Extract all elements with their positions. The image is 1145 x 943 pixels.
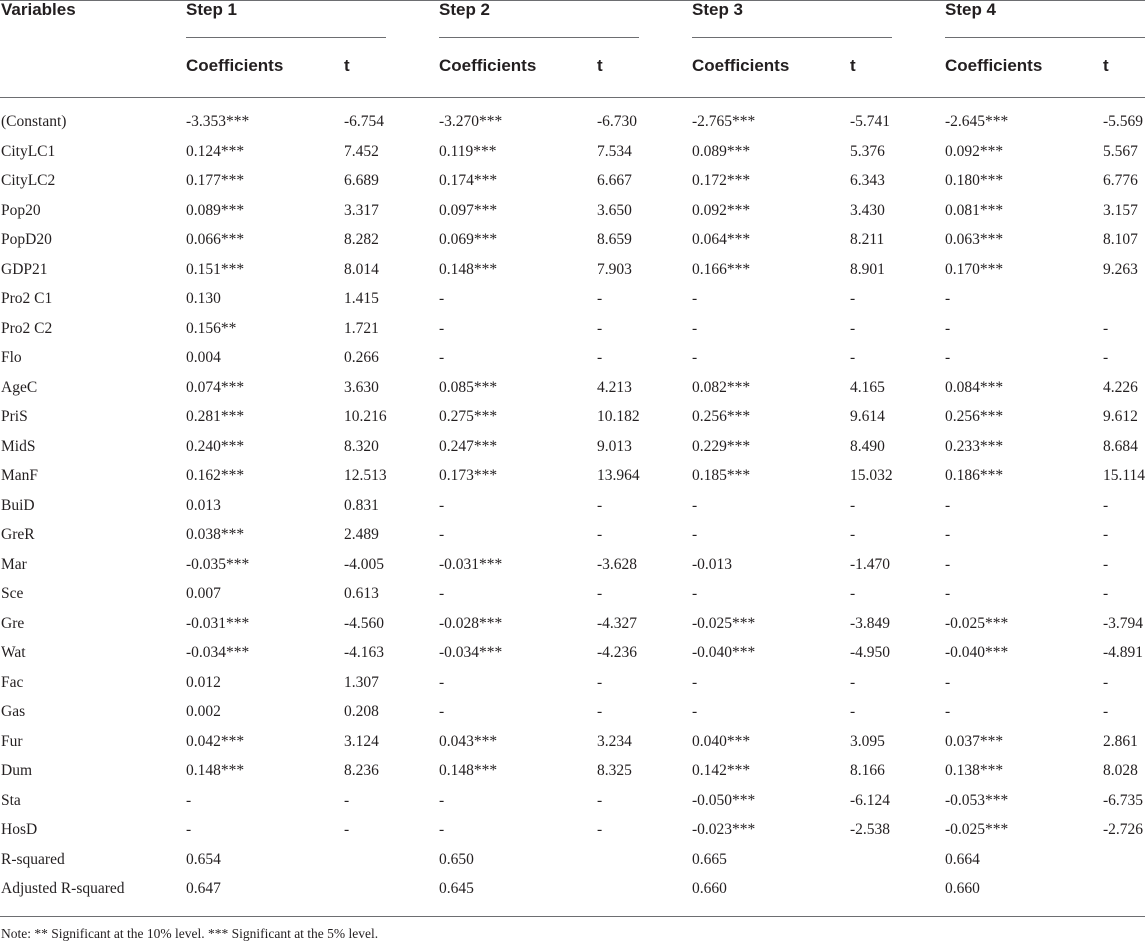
cell-t-step-4: 5.567 (1103, 143, 1138, 160)
cell-coef-step-3: 0.082*** (692, 379, 751, 396)
cell-t-step-2: 10.182 (597, 408, 640, 425)
cell-coef-step-2: - (439, 497, 445, 514)
cell-coef-step-1: 0.151*** (186, 261, 245, 278)
header-step-4: Step 4 (945, 0, 997, 19)
cell-coef-step-1: 0.007 (186, 585, 221, 602)
cell-t-step-3: - (850, 290, 856, 307)
cell-t-step-4: -6.735 (1103, 792, 1144, 809)
table-row (0, 348, 1145, 378)
cell-t-step-1: - (344, 821, 350, 838)
cell-variable: Fac (1, 674, 24, 691)
cell-t-step-4: 2.861 (1103, 733, 1138, 750)
cell-coef-step-3: 0.185*** (692, 467, 751, 484)
cell-t-step-2: -4.327 (597, 615, 638, 632)
cell-t-step-3: - (850, 674, 856, 691)
cell-t-step-4: - (1103, 497, 1109, 514)
cell-t-step-2: 3.234 (597, 733, 632, 750)
cell-t-step-3: -3.849 (850, 615, 891, 632)
cell-coef-step-4: - (945, 497, 951, 514)
cell-variable: GreR (1, 526, 35, 543)
cell-variable: Gas (1, 703, 26, 720)
cell-t-step-3: 5.376 (850, 143, 885, 160)
cell-t-step-3: 4.165 (850, 379, 885, 396)
cell-t-step-3: 3.095 (850, 733, 885, 750)
subheader-coef-4: Coefficients (945, 56, 1043, 75)
cell-t-step-3: 8.901 (850, 261, 885, 278)
cell-t-step-4: 15.114 (1103, 467, 1145, 484)
subheader-t-1: t (344, 56, 350, 75)
cell-coef-step-2: -3.270*** (439, 113, 503, 130)
table-row (0, 879, 1145, 909)
cell-coef-step-1: 0.089*** (186, 202, 245, 219)
table-row (0, 407, 1145, 437)
cell-coef-step-3: - (692, 703, 698, 720)
cell-variable: Sta (1, 792, 21, 809)
cell-t-step-4: - (1103, 674, 1109, 691)
cell-coef-step-2: 0.043*** (439, 733, 498, 750)
cell-variable: Sce (1, 585, 24, 602)
cell-coef-step-3: -0.013 (692, 556, 733, 573)
cell-coef-step-2: 0.119*** (439, 143, 497, 160)
cell-t-step-1: 2.489 (344, 526, 379, 543)
table-row (0, 496, 1145, 526)
step-4-rule (945, 37, 1145, 38)
cell-coef-step-1: 0.013 (186, 497, 221, 514)
cell-t-step-1: 0.266 (344, 349, 379, 366)
step-1-rule (186, 37, 386, 38)
cell-t-step-3: 3.430 (850, 202, 885, 219)
cell-t-step-1: - (344, 792, 350, 809)
table-row (0, 643, 1145, 673)
header-step-2: Step 2 (439, 0, 491, 19)
cell-t-step-1: -4.005 (344, 556, 385, 573)
table-row (0, 378, 1145, 408)
header-step-3: Step 3 (692, 0, 744, 19)
header-step-1: Step 1 (186, 0, 238, 19)
cell-variable: MidS (1, 438, 36, 455)
cell-coef-step-2: 0.097*** (439, 202, 498, 219)
cell-coef-step-1: 0.240*** (186, 438, 245, 455)
cell-coef-step-1: 0.647 (186, 880, 221, 897)
cell-coef-step-4: -0.025*** (945, 615, 1009, 632)
table-row (0, 732, 1145, 762)
cell-coef-step-1: -0.034*** (186, 644, 250, 661)
cell-coef-step-1: 0.012 (186, 674, 221, 691)
cell-t-step-3: - (850, 349, 856, 366)
cell-t-step-2: -4.236 (597, 644, 638, 661)
cell-t-step-4: -2.726 (1103, 821, 1144, 838)
cell-coef-step-1: 0.177*** (186, 172, 245, 189)
cell-coef-step-1: 0.148*** (186, 762, 245, 779)
cell-coef-step-2: -0.031*** (439, 556, 503, 573)
cell-coef-step-2: - (439, 290, 445, 307)
cell-coef-step-3: - (692, 290, 698, 307)
table-row (0, 260, 1145, 290)
table-row (0, 820, 1145, 850)
cell-t-step-3: - (850, 585, 856, 602)
cell-coef-step-2: - (439, 526, 445, 543)
cell-t-step-4: - (1103, 703, 1109, 720)
cell-t-step-1: 1.307 (344, 674, 379, 691)
cell-t-step-2: - (597, 526, 603, 543)
cell-coef-step-2: 0.247*** (439, 438, 498, 455)
cell-t-step-1: 8.282 (344, 231, 379, 248)
cell-t-step-2: 7.534 (597, 143, 632, 160)
cell-coef-step-2: - (439, 792, 445, 809)
cell-coef-step-3: -0.025*** (692, 615, 756, 632)
subheader-coef-1: Coefficients (186, 56, 284, 75)
cell-coef-step-3: - (692, 497, 698, 514)
cell-coef-step-3: 0.142*** (692, 762, 751, 779)
cell-coef-step-2: - (439, 349, 445, 366)
cell-t-step-3: -1.470 (850, 556, 891, 573)
cell-t-step-3: -4.950 (850, 644, 891, 661)
cell-t-step-4: - (1103, 320, 1109, 337)
cell-variable: R-squared (1, 851, 65, 868)
cell-coef-step-1: 0.281*** (186, 408, 245, 425)
cell-coef-step-3: - (692, 585, 698, 602)
cell-coef-step-1: - (186, 792, 192, 809)
cell-coef-step-3: 0.256*** (692, 408, 751, 425)
cell-t-step-2: -6.730 (597, 113, 638, 130)
table-row (0, 702, 1145, 732)
cell-variable: GDP21 (1, 261, 48, 278)
cell-coef-step-1: 0.130 (186, 290, 221, 307)
cell-coef-step-4: -0.040*** (945, 644, 1009, 661)
cell-coef-step-4: 0.138*** (945, 762, 1004, 779)
cell-coef-step-4: -0.053*** (945, 792, 1009, 809)
cell-coef-step-1: 0.002 (186, 703, 221, 720)
subheader-coef-3: Coefficients (692, 56, 790, 75)
cell-coef-step-1: 0.074*** (186, 379, 245, 396)
cell-t-step-2: 9.013 (597, 438, 632, 455)
cell-coef-step-4: -0.025*** (945, 821, 1009, 838)
cell-coef-step-3: 0.229*** (692, 438, 751, 455)
cell-t-step-4: - (1103, 585, 1109, 602)
cell-coef-step-4: - (945, 526, 951, 543)
header-bottom-rule (0, 97, 1145, 98)
table-row (0, 791, 1145, 821)
cell-t-step-4: 6.776 (1103, 172, 1138, 189)
cell-t-step-1: 1.415 (344, 290, 379, 307)
cell-coef-step-2: 0.173*** (439, 467, 498, 484)
table-row (0, 761, 1145, 791)
cell-coef-step-3: 0.166*** (692, 261, 751, 278)
cell-coef-step-1: -0.035*** (186, 556, 250, 573)
cell-variable: CityLC2 (1, 172, 56, 189)
table-row (0, 437, 1145, 467)
cell-t-step-3: -5.741 (850, 113, 891, 130)
cell-coef-step-4: 0.233*** (945, 438, 1004, 455)
cell-t-step-3: - (850, 703, 856, 720)
cell-coef-step-4: 0.084*** (945, 379, 1004, 396)
cell-t-step-2: 8.659 (597, 231, 632, 248)
cell-coef-step-1: 0.066*** (186, 231, 245, 248)
cell-variable: Flo (1, 349, 22, 366)
cell-variable: BuiD (1, 497, 35, 514)
cell-coef-step-2: 0.174*** (439, 172, 498, 189)
cell-variable: PopD20 (1, 231, 52, 248)
cell-coef-step-3: -0.050*** (692, 792, 756, 809)
cell-t-step-4: - (1103, 349, 1109, 366)
cell-t-step-1: -6.754 (344, 113, 385, 130)
cell-coef-step-2: 0.148*** (439, 762, 498, 779)
cell-variable: Pro2 C2 (1, 320, 53, 337)
cell-t-step-4: -4.891 (1103, 644, 1144, 661)
cell-t-step-2: - (597, 290, 603, 307)
cell-coef-step-3: -0.023*** (692, 821, 756, 838)
cell-coef-step-2: 0.650 (439, 851, 474, 868)
table-row (0, 673, 1145, 703)
cell-variable: Dum (1, 762, 32, 779)
cell-coef-step-3: - (692, 349, 698, 366)
table-row (0, 230, 1145, 260)
cell-t-step-2: - (597, 497, 603, 514)
cell-coef-step-4: - (945, 290, 951, 307)
cell-t-step-2: 8.325 (597, 762, 632, 779)
cell-variable: AgeC (1, 379, 38, 396)
cell-t-step-1: 1.721 (344, 320, 379, 337)
cell-t-step-4: 3.157 (1103, 202, 1138, 219)
cell-coef-step-2: 0.275*** (439, 408, 498, 425)
table-row (0, 850, 1145, 880)
cell-t-step-2: -3.628 (597, 556, 638, 573)
cell-t-step-3: - (850, 497, 856, 514)
subheader-t-4: t (1103, 56, 1109, 75)
cell-coef-step-2: - (439, 703, 445, 720)
cell-coef-step-1: 0.162*** (186, 467, 245, 484)
cell-t-step-4: 4.226 (1103, 379, 1138, 396)
cell-coef-step-1: 0.004 (186, 349, 221, 366)
cell-coef-step-3: 0.064*** (692, 231, 751, 248)
cell-t-step-1: 12.513 (344, 467, 387, 484)
cell-coef-step-4: - (945, 556, 951, 573)
cell-coef-step-1: 0.038*** (186, 526, 245, 543)
cell-t-step-4: - (1103, 556, 1109, 573)
cell-coef-step-2: -0.034*** (439, 644, 503, 661)
subheader-coef-2: Coefficients (439, 56, 537, 75)
cell-coef-step-3: 0.092*** (692, 202, 751, 219)
subheader-t-2: t (597, 56, 603, 75)
cell-t-step-2: 7.903 (597, 261, 632, 278)
cell-t-step-4: - (1103, 526, 1109, 543)
cell-coef-step-1: 0.654 (186, 851, 221, 868)
cell-variable: PriS (1, 408, 28, 425)
cell-coef-step-2: 0.148*** (439, 261, 498, 278)
cell-t-step-3: -6.124 (850, 792, 891, 809)
table-bottom-rule (0, 916, 1145, 917)
table-row (0, 112, 1145, 142)
cell-coef-step-4: - (945, 703, 951, 720)
cell-t-step-1: 0.208 (344, 703, 379, 720)
cell-coef-step-3: - (692, 320, 698, 337)
cell-t-step-1: -4.163 (344, 644, 385, 661)
cell-t-step-2: 3.650 (597, 202, 632, 219)
table-row (0, 289, 1145, 319)
cell-t-step-3: 9.614 (850, 408, 885, 425)
cell-t-step-4: 9.612 (1103, 408, 1138, 425)
cell-coef-step-4: 0.180*** (945, 172, 1004, 189)
table-row (0, 142, 1145, 172)
cell-coef-step-1: -0.031*** (186, 615, 250, 632)
cell-t-step-1: 8.320 (344, 438, 379, 455)
cell-t-step-2: - (597, 703, 603, 720)
cell-t-step-3: -2.538 (850, 821, 891, 838)
cell-variable: Adjusted R-squared (1, 880, 125, 897)
cell-t-step-2: - (597, 349, 603, 366)
cell-t-step-2: - (597, 792, 603, 809)
cell-variable: Pop20 (1, 202, 41, 219)
cell-variable: Wat (1, 644, 26, 661)
header-variables: Variables (1, 0, 76, 19)
cell-t-step-1: 10.216 (344, 408, 387, 425)
cell-coef-step-3: 0.172*** (692, 172, 751, 189)
cell-coef-step-4: 0.256*** (945, 408, 1004, 425)
cell-coef-step-1: -3.353*** (186, 113, 250, 130)
cell-t-step-4: -3.794 (1103, 615, 1144, 632)
cell-coef-step-3: 0.660 (692, 880, 727, 897)
cell-coef-step-1: 0.042*** (186, 733, 245, 750)
cell-t-step-2: - (597, 821, 603, 838)
cell-coef-step-4: 0.037*** (945, 733, 1004, 750)
table-row (0, 584, 1145, 614)
cell-t-step-4: 9.263 (1103, 261, 1138, 278)
table-row (0, 466, 1145, 496)
cell-coef-step-1: - (186, 821, 192, 838)
cell-coef-step-4: 0.170*** (945, 261, 1004, 278)
cell-coef-step-3: - (692, 674, 698, 691)
table-row (0, 171, 1145, 201)
cell-t-step-3: 8.490 (850, 438, 885, 455)
cell-coef-step-4: - (945, 585, 951, 602)
cell-variable: ManF (1, 467, 39, 484)
cell-t-step-2: 13.964 (597, 467, 640, 484)
cell-t-step-3: 8.166 (850, 762, 885, 779)
cell-variable: HosD (1, 821, 38, 838)
cell-t-step-3: 6.343 (850, 172, 885, 189)
cell-variable: CityLC1 (1, 143, 56, 160)
cell-t-step-1: 0.613 (344, 585, 379, 602)
cell-t-step-1: 3.317 (344, 202, 379, 219)
cell-coef-step-2: - (439, 585, 445, 602)
step-2-rule (439, 37, 639, 38)
cell-t-step-1: 8.236 (344, 762, 379, 779)
cell-t-step-1: 6.689 (344, 172, 379, 189)
cell-coef-step-3: 0.089*** (692, 143, 751, 160)
cell-t-step-4: 8.028 (1103, 762, 1138, 779)
cell-t-step-2: - (597, 585, 603, 602)
cell-coef-step-4: 0.081*** (945, 202, 1004, 219)
cell-t-step-4: -5.569 (1103, 113, 1144, 130)
cell-t-step-1: 8.014 (344, 261, 379, 278)
cell-coef-step-2: 0.085*** (439, 379, 498, 396)
cell-coef-step-2: - (439, 674, 445, 691)
cell-t-step-3: - (850, 526, 856, 543)
cell-t-step-3: - (850, 320, 856, 337)
cell-coef-step-1: 0.124*** (186, 143, 245, 160)
cell-t-step-2: 6.667 (597, 172, 632, 189)
cell-variable: Fur (1, 733, 23, 750)
cell-t-step-1: -4.560 (344, 615, 385, 632)
table-row (0, 319, 1145, 349)
cell-coef-step-3: 0.040*** (692, 733, 751, 750)
cell-coef-step-4: - (945, 349, 951, 366)
table-row (0, 201, 1145, 231)
cell-coef-step-3: 0.665 (692, 851, 727, 868)
cell-coef-step-2: 0.069*** (439, 231, 498, 248)
cell-coef-step-4: 0.664 (945, 851, 980, 868)
cell-t-step-3: 15.032 (850, 467, 893, 484)
cell-coef-step-4: - (945, 320, 951, 337)
cell-t-step-1: 3.124 (344, 733, 379, 750)
cell-t-step-3: 8.211 (850, 231, 885, 248)
cell-variable: Pro2 C1 (1, 290, 53, 307)
cell-t-step-4: 8.107 (1103, 231, 1138, 248)
cell-coef-step-3: -2.765*** (692, 113, 756, 130)
cell-t-step-2: - (597, 320, 603, 337)
cell-coef-step-4: - (945, 674, 951, 691)
cell-t-step-1: 7.452 (344, 143, 379, 160)
cell-coef-step-3: -0.040*** (692, 644, 756, 661)
cell-coef-step-4: 0.092*** (945, 143, 1004, 160)
cell-t-step-4: 8.684 (1103, 438, 1138, 455)
table-note: Note: ** Significant at the 10% level. *** Significant at the 5% level. (1, 926, 379, 941)
cell-variable: Mar (1, 556, 27, 573)
cell-variable: Gre (1, 615, 25, 632)
cell-coef-step-2: - (439, 821, 445, 838)
cell-coef-step-4: -2.645*** (945, 113, 1009, 130)
cell-t-step-1: 3.630 (344, 379, 379, 396)
cell-coef-step-4: 0.186*** (945, 467, 1004, 484)
cell-coef-step-2: -0.028*** (439, 615, 503, 632)
cell-coef-step-4: 0.660 (945, 880, 980, 897)
table-row (0, 525, 1145, 555)
cell-coef-step-4: 0.063*** (945, 231, 1004, 248)
cell-variable: (Constant) (1, 113, 67, 130)
subheader-t-3: t (850, 56, 856, 75)
cell-coef-step-3: - (692, 526, 698, 543)
cell-t-step-1: 0.831 (344, 497, 379, 514)
cell-coef-step-2: - (439, 320, 445, 337)
cell-t-step-2: - (597, 674, 603, 691)
cell-t-step-2: 4.213 (597, 379, 632, 396)
table-row (0, 555, 1145, 585)
cell-coef-step-1: 0.156** (186, 320, 237, 337)
cell-coef-step-2: 0.645 (439, 880, 474, 897)
step-3-rule (692, 37, 892, 38)
table-row (0, 614, 1145, 644)
